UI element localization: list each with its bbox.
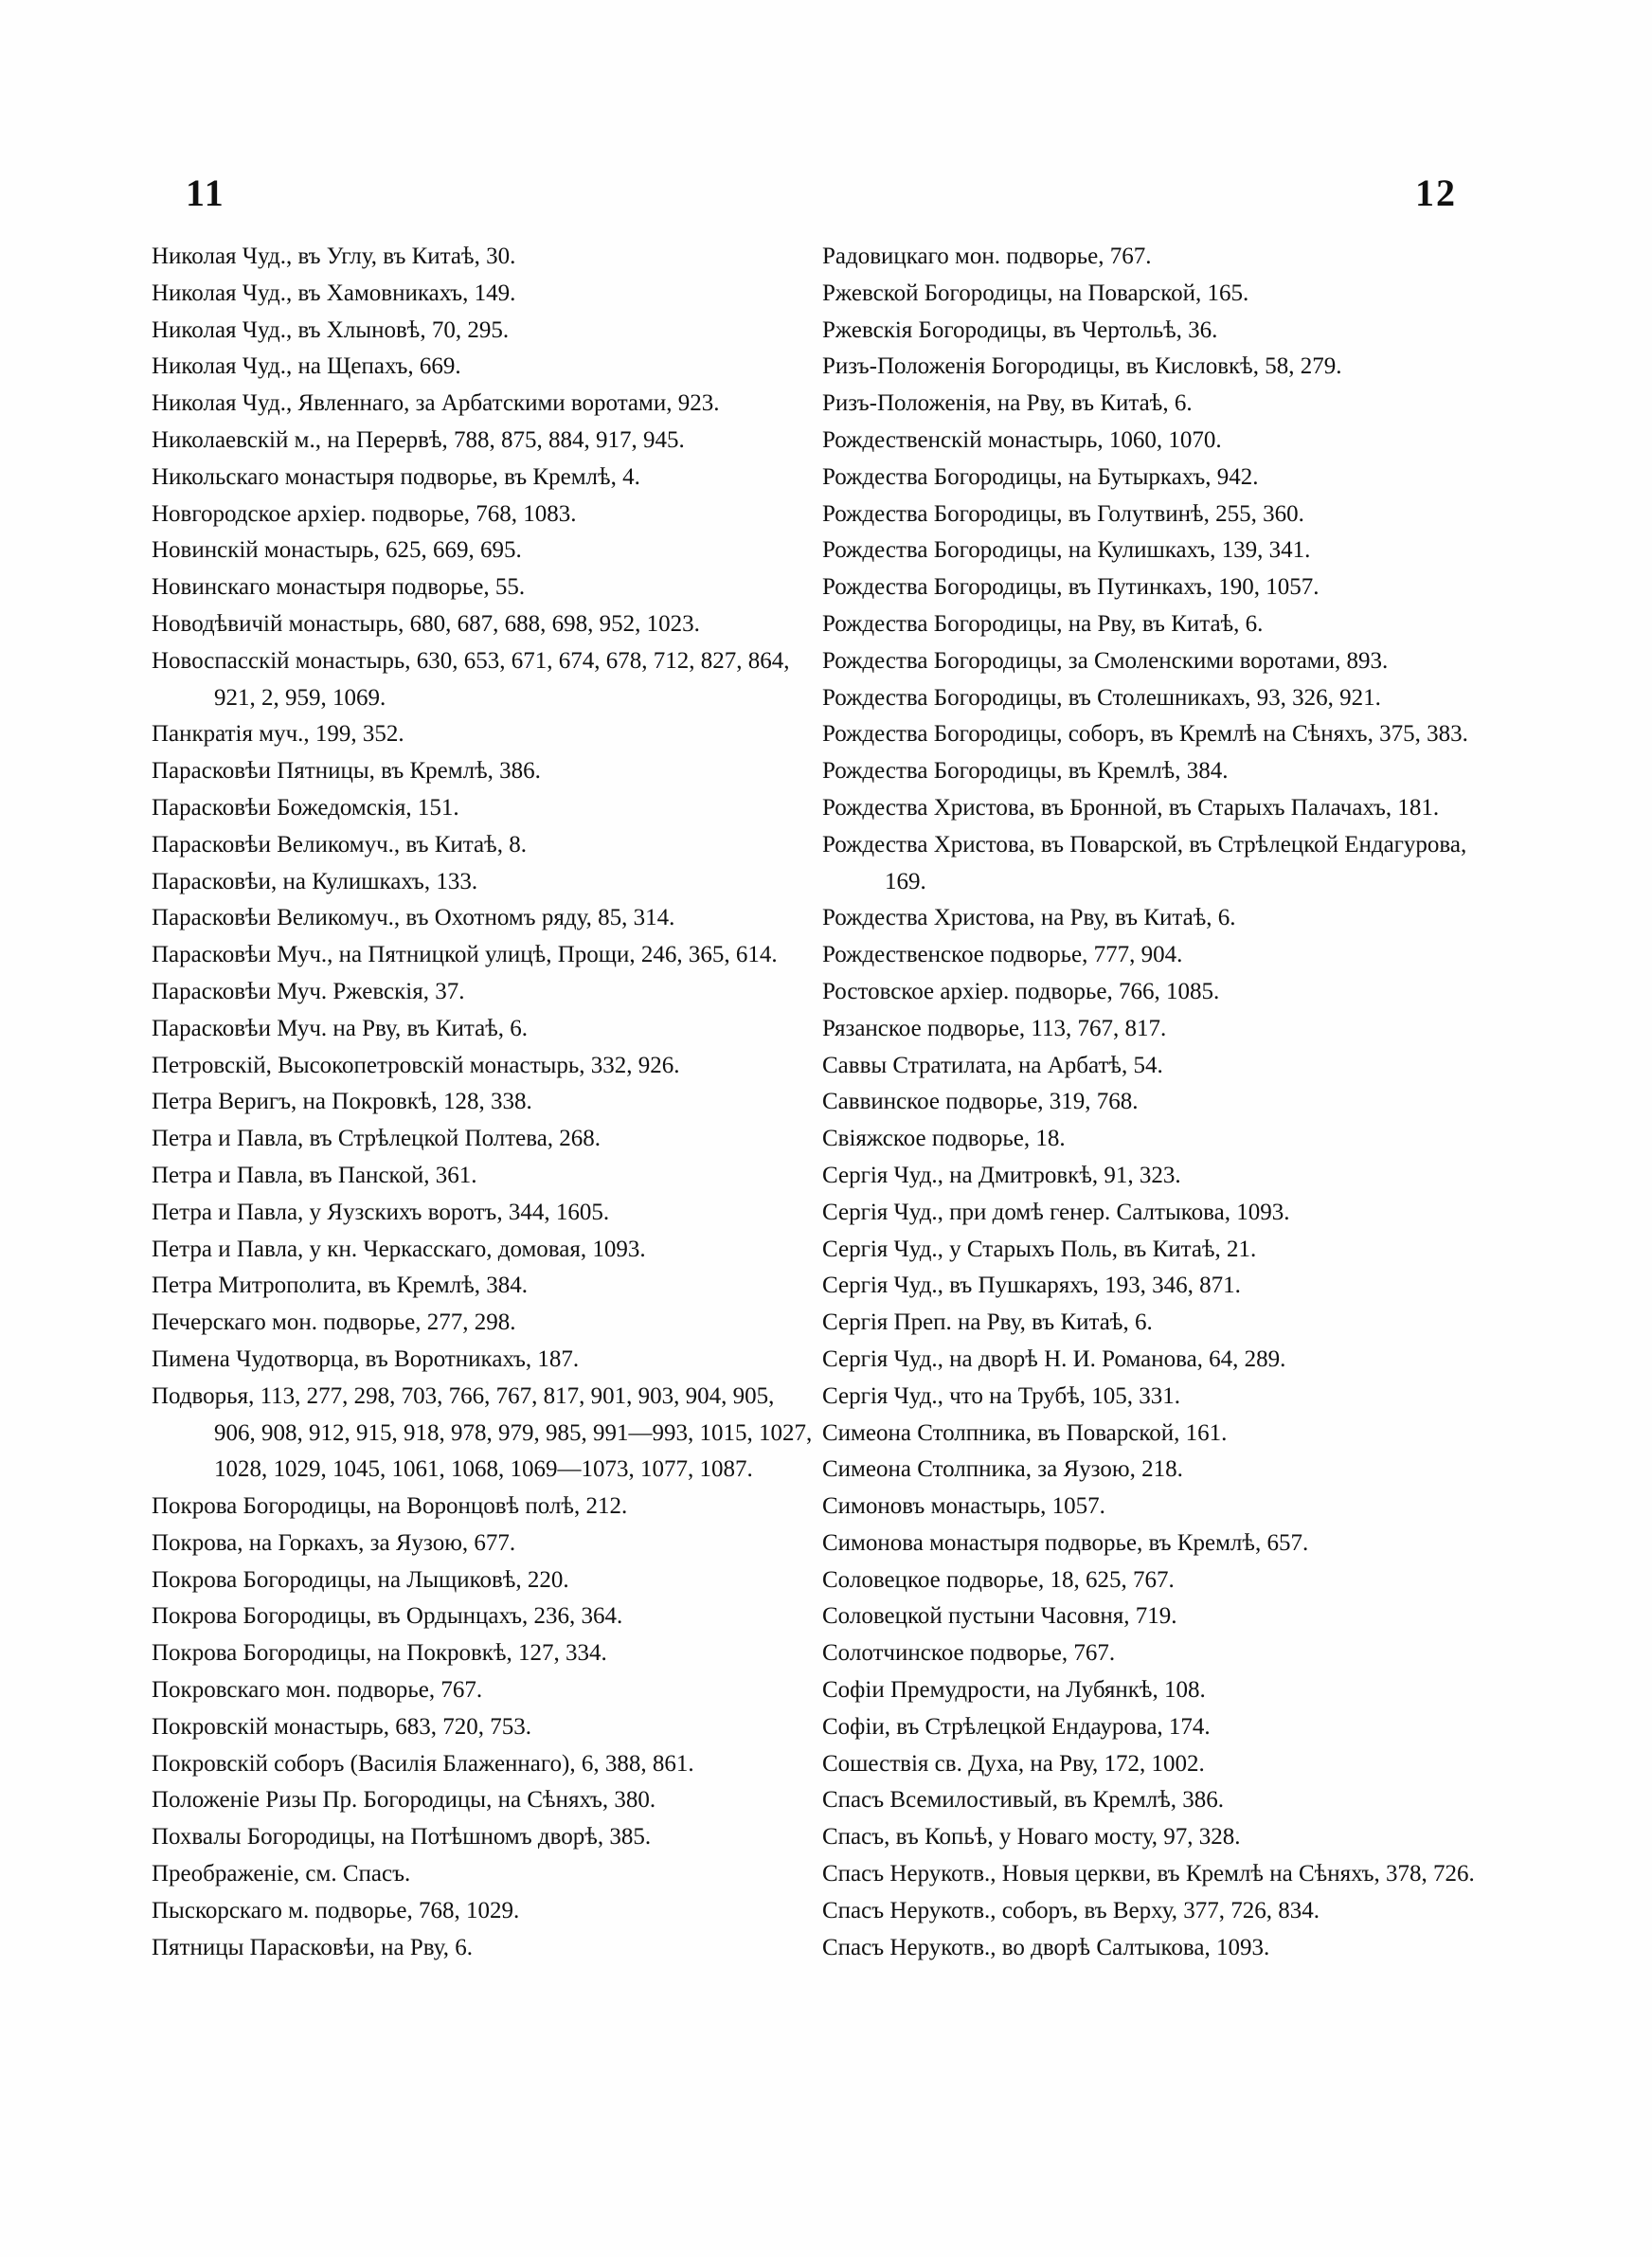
- index-entry: Никольскаго монастыря подворье, въ Кремлѣ, 4.: [152, 463, 640, 490]
- index-entry: Симеона Столпника, въ Поварской, 161.: [822, 1419, 1228, 1446]
- index-entry: Софіи Премудрости, на Лубянкѣ, 108.: [822, 1677, 1206, 1704]
- index-entry: Рождества Богородицы, въ Столешникахъ, 93, 326, 921.: [822, 684, 1381, 711]
- index-entry: Подворья, 113, 277, 298, 703, 766, 767, 817, 901, 903, 904, 905, 906, 908, 912, 915, 918, 978, 979, 985, 991—993, 1015, 1027, 1028, 1029, 1045, 1061, 1068, 1069—1073, 1077, 1087.: [152, 1382, 813, 1483]
- index-entry: Парасковѣи Великомуч., въ Китаѣ, 8.: [152, 831, 527, 858]
- index-entry: Похвалы Богородицы, на Потѣшномъ дворѣ, 385.: [152, 1824, 652, 1851]
- index-entry: Соловецкой пустыни Часовня, 719.: [822, 1603, 1177, 1630]
- index-entry: Сергія Чуд., при домѣ генер. Салтыкова, 1093.: [822, 1199, 1290, 1225]
- index-entry: Свіяжское подворье, 18.: [822, 1126, 1066, 1152]
- index-entry: Сошествія св. Духа, на Рву, 172, 1002.: [822, 1750, 1205, 1777]
- index-entry: Рождества Христова, въ Бронной, въ Старыхъ Палачахъ, 181.: [822, 794, 1440, 821]
- index-entry: Петра Митрополита, въ Кремлѣ, 384.: [152, 1273, 529, 1299]
- page-number-right: 12: [1415, 172, 1457, 214]
- index-entry: Покрова Богородицы, на Лыщиковѣ, 220.: [152, 1566, 569, 1593]
- index-entry: Петра и Павла, у Яузскихъ воротъ, 344, 1605.: [152, 1199, 610, 1225]
- index-entry: Ржевскія Богородицы, въ Чертольѣ, 36.: [822, 316, 1218, 343]
- index-entry: Спасъ, въ Копьѣ, у Новаго мосту, 97, 328.: [822, 1824, 1241, 1851]
- index-entry: Петра Веригъ, на Покровкѣ, 128, 338.: [152, 1089, 532, 1115]
- index-entry: Рождества Богородицы, на Рву, въ Китаѣ, 6.: [822, 610, 1264, 637]
- index-entry: Николая Чуд., въ Хамовникахъ, 149.: [152, 280, 516, 306]
- index-entry: Симонова монастыря подворье, въ Кремлѣ, 657.: [822, 1529, 1309, 1556]
- index-entry: Положеніе Ризы Пр. Богородицы, на Сѣняхъ, 380.: [152, 1787, 656, 1814]
- index-entry: Парасковѣи Божедомскія, 151.: [152, 794, 459, 821]
- index-entry: Софіи, въ Стрѣлецкой Ендаурова, 174.: [822, 1713, 1211, 1740]
- index-entry: Пыскорскаго м. подворье, 768, 1029.: [152, 1897, 520, 1923]
- index-entry: Сергія Чуд., въ Пушкаряхъ, 193, 346, 871.: [822, 1273, 1241, 1299]
- index-entry: Петровскій, Высокопетровскій монастырь, 332, 926.: [152, 1052, 680, 1078]
- index-entry: Рождества Богородицы, въ Кремлѣ, 384.: [822, 758, 1229, 785]
- index-entry: Петра и Павла, въ Панской, 361.: [152, 1162, 477, 1188]
- index-entry: Покровскаго мон. подворье, 767.: [152, 1677, 483, 1704]
- page-number-left: 11: [186, 172, 225, 214]
- index-entry: Симеона Столпника, за Яузою, 218.: [822, 1456, 1183, 1483]
- index-entry: Рождественское подворье, 777, 904.: [822, 942, 1183, 968]
- index-entry: Рождества Христова, на Рву, въ Китаѣ, 6.: [822, 905, 1236, 931]
- index-entry: Новоспасскій монастырь, 630, 653, 671, 674, 678, 712, 827, 864, 921, 2, 959, 1069.: [152, 647, 790, 711]
- index-entry: Рождества Христова, въ Поварской, въ Стрѣлецкой Ендагурова, 169.: [822, 831, 1467, 894]
- index-entry: Покрова, на Горкахъ, за Яузою, 677.: [152, 1529, 516, 1556]
- index-entry: Спасъ Нерукотв., во дворѣ Салтыкова, 1093.: [822, 1934, 1270, 1960]
- index-entry: Покрова Богородицы, на Воронцовѣ полѣ, 212.: [152, 1493, 628, 1520]
- index-column-right: [822, 239, 1495, 1966]
- index-entry: Николая Чуд., въ Углу, въ Китаѣ, 30.: [152, 244, 516, 269]
- index-entry: Рождества Богородицы, за Смоленскими воротами, 893.: [822, 647, 1389, 674]
- index-entry: Парасковѣи, на Кулишкахъ, 133.: [152, 868, 478, 894]
- index-entry: Парасковѣи Муч. на Рву, въ Китаѣ, 6.: [152, 1015, 529, 1041]
- index-entry: Рождества Богородицы, соборъ, въ Кремлѣ на Сѣняхъ, 375, 383.: [822, 721, 1468, 748]
- index-entry: Рождества Богородицы, на Кулишкахъ, 139, 341.: [822, 537, 1311, 564]
- index-entry: Саввы Стратилата, на Арбатѣ, 54.: [822, 1052, 1163, 1078]
- index-entry: Николая Чуд., на Щепахъ, 669.: [152, 353, 461, 380]
- index-entry: Покровскій соборъ (Василія Блаженнаго), 6, 388, 861.: [152, 1750, 694, 1777]
- index-entry: Новинскаго монастыря подворье, 55.: [152, 574, 526, 601]
- index-entry: Рождества Богородицы, въ Голутвинѣ, 255, 360.: [822, 500, 1304, 527]
- index-entry: Саввинское подворье, 319, 768.: [822, 1089, 1139, 1115]
- index-entry: Новгородское архіер. подворье, 768, 1083.: [152, 500, 577, 527]
- index-entry: Пятницы Парасковѣи, на Рву, 6.: [152, 1934, 473, 1960]
- index-entry: Николая Чуд., Явленнаго, за Арбатскими воротами, 923.: [152, 390, 720, 417]
- index-entry: Сергія Преп. на Рву, въ Китаѣ, 6.: [822, 1309, 1153, 1336]
- index-entry: Пимена Чудотворца, въ Воротникахъ, 187.: [152, 1345, 580, 1372]
- index-entry: Рождества Богородицы, на Бутыркахъ, 942.: [822, 463, 1259, 490]
- index-entry: Новодѣвичій монастырь, 680, 687, 688, 698, 952, 1023.: [152, 610, 700, 637]
- index-entry: Спасъ Всемилостивый, въ Кремлѣ, 386.: [822, 1787, 1225, 1814]
- index-entry: Спасъ Нерукотв., Новыя церкви, въ Кремлѣ на Сѣняхъ, 378, 726.: [822, 1861, 1475, 1887]
- index-entry: Рождественскій монастырь, 1060, 1070.: [822, 426, 1222, 453]
- index-column-left: [152, 239, 815, 1966]
- index-entry: Покрова Богородицы, въ Ордынцахъ, 236, 364.: [152, 1603, 623, 1630]
- index-entry: Солотчинское подворье, 767.: [822, 1640, 1116, 1667]
- index-entry: Сергія Чуд., на дворѣ Н. И. Романова, 64, 289.: [822, 1345, 1286, 1372]
- index-entry: Сергія Чуд., что на Трубѣ, 105, 331.: [822, 1382, 1181, 1409]
- index-entry: Спасъ Нерукотв., соборъ, въ Верху, 377, 726, 834.: [822, 1897, 1320, 1923]
- index-entry: Преображеніе, см. Спасъ.: [152, 1861, 411, 1887]
- index-entry: Рождества Богородицы, въ Путинкахъ, 190, 1057.: [822, 574, 1320, 601]
- index-entry: Петра и Павла, въ Стрѣлецкой Полтева, 268.: [152, 1126, 602, 1152]
- index-entry: Рязанское подворье, 113, 767, 817.: [822, 1015, 1167, 1041]
- index-entry: Николая Чуд., въ Хлыновѣ, 70, 295.: [152, 316, 510, 343]
- index-entry: Новинскій монастырь, 625, 669, 695.: [152, 537, 522, 564]
- index-entry: Симоновъ монастырь, 1057.: [822, 1493, 1105, 1520]
- index-entry: Панкратія муч., 199, 352.: [152, 721, 404, 748]
- index-entry: Покровскій монастырь, 683, 720, 753.: [152, 1713, 531, 1740]
- index-entry: Парасковѣи Пятницы, въ Кремлѣ, 386.: [152, 758, 541, 785]
- index-entry: Ризъ-Положенія, на Рву, въ Китаѣ, 6.: [822, 390, 1193, 417]
- index-entry: Печерскаго мон. подворье, 277, 298.: [152, 1309, 516, 1336]
- index-entry: Соловецкое подворье, 18, 625, 767.: [822, 1566, 1175, 1593]
- index-entry: Покрова Богородицы, на Покровкѣ, 127, 334.: [152, 1640, 607, 1667]
- index-entry: Ризъ-Положенія Богородицы, въ Кисловкѣ, 58, 279.: [822, 353, 1342, 380]
- index-entry: Николаевскій м., на Перервѣ, 788, 875, 884, 917, 945.: [152, 426, 685, 453]
- index-entry: Ржевской Богородицы, на Поварской, 165.: [822, 280, 1249, 306]
- index-entry: Радовицкаго мон. подворье, 767.: [822, 244, 1152, 269]
- index-entry: Ростовское архіер. подворье, 766, 1085.: [822, 978, 1220, 1004]
- index-entry: Петра и Павла, у кн. Черкасскаго, домовая, 1093.: [152, 1236, 646, 1262]
- index-entry: Парасковѣи Муч., на Пятницкой улицѣ, Прощи, 246, 365, 614.: [152, 942, 778, 968]
- index-entry: Парасковѣи Муч. Ржевскія, 37.: [152, 978, 465, 1004]
- index-entry: Сергія Чуд., на Дмитровкѣ, 91, 323.: [822, 1162, 1181, 1188]
- index-entry: Сергія Чуд., у Старыхъ Поль, въ Китаѣ, 21.: [822, 1236, 1257, 1262]
- index-entry: Парасковѣи Великомуч., въ Охотномъ ряду, 85, 314.: [152, 905, 675, 931]
